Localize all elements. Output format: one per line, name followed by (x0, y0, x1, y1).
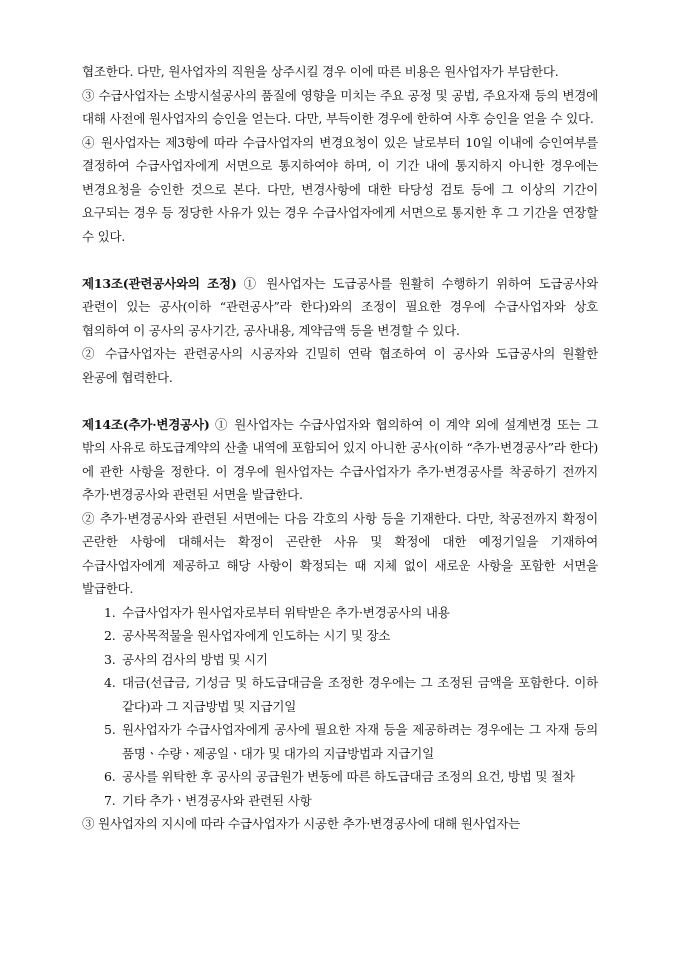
list-item (82, 624, 598, 648)
article-14-paragraph-3: ③ 원사업자의 지시에 따라 수급사업자가 시공한 추가·변경공사에 대해 원사업자는 (82, 816, 521, 831)
paragraph-continued: 협조한다. 다만, 원사업자의 직원을 상주시킬 경우 이에 따른 비용은 원사업자가 부담한다. (82, 64, 559, 79)
list-item-number: 5. (104, 722, 116, 737)
list-item-number: 4. (104, 675, 116, 690)
article-13-title: 제13조(관련공사와의 조정) (82, 275, 237, 291)
section-gap (82, 389, 598, 413)
list-item-text: 공사의 검사의 방법 및 시기 (122, 651, 268, 667)
list-item (82, 765, 598, 789)
article-13-paragraph-1-text: ① 원사업자는 도급공사를 원활히 수행하기 위하여 도급공사와 관련이 있는 공사(이하 “관련공사”라 한다)와의 조정이 필요한 경우에 수급사업자와 상호 협의하여 이 공사의 공사기간, 공사내용, 계약금액 등을 변경할 수 있다. (82, 275, 598, 338)
list-item-text: 수급사업자가 원사업자로부터 위탁받은 추가·변경공사의 내용 (122, 604, 450, 620)
article-13-paragraph-2: ② 수급사업자는 관련공사의 시공자와 긴밀히 연락 협조하여 이 공사와 도급공사의 원활한 완공에 협력한다. (82, 346, 598, 385)
list-item-text: 공사목적물을 원사업자에게 인도하는 시기 및 장소 (122, 628, 391, 643)
list-item-number: 7. (104, 792, 116, 808)
paragraph-item-3: ③ 수급사업자는 소방시설공사의 품질에 영향을 미치는 주요 공정 및 공법, 주요자재 등의 변경에 대해 사전에 원사업자의 승인을 얻는다. 다만, 부득이한 경우에 한하여 사후 승인을 얻을 수 있다. (82, 87, 598, 126)
article-14-paragraph-2: ② 추가·변경공사와 관련된 서면에는 다음 각호의 사항 등을 기재한다. 다만, 착공전까지 확정이 곤란한 사항에 대해서는 확정이 곤란한 사유 및 확정에 대한 예정기일을 기재하여 수급사업자에게 제공하고 해당 사항이 확정되는 때 지체 없이 새로운 사항을 포함한 서면을 발급한다. (82, 510, 598, 596)
list-item-text: 기타 추가ㆍ변경공사와 관련된 사항 (122, 792, 312, 808)
list-item-text: 공사를 위탁한 후 공사의 공급원가 변동에 따른 하도급대금 조정의 요건, 방법 및 절차 (122, 769, 575, 784)
list-item (82, 718, 598, 765)
list-item-text: 원사업자가 수급사업자에게 공사에 필요한 자재 등을 제공하려는 경우에는 그 자재 등의 품명ㆍ수량ㆍ제공일ㆍ대가 및 대가의 지급방법과 지급기일 (122, 722, 598, 761)
list-item-text: 대금(선급금, 기성금 및 하도급대금을 조정한 경우에는 그 조정된 금액을 포함한다. 이하 같다)과 그 지급방법 및 지급기일 (122, 675, 598, 714)
list-item (82, 789, 598, 813)
article-14-item-list (82, 601, 598, 813)
list-item-number: 1. (104, 604, 116, 620)
list-item-number: 2. (104, 628, 116, 643)
article-14-paragraph-1-text: ① 원사업자는 수급사업자와 협의하여 이 계약 외에 설계변경 또는 그 밖의 사유로 하도급계약의 산출 내역에 포함되어 있지 아니한 공사(이하 “추가·변경공사”라 한다)에 관한 사항을 정한다. 이 경우에 원사업자는 수급사업자가 추가·변경공사를 착공하기 전까지 추가·변경공사와 관련된 서면을 발급한다. (82, 416, 598, 502)
article-13-paragraph-1 (82, 272, 598, 343)
list-item-number: 6. (104, 769, 116, 784)
list-item (82, 601, 598, 625)
list-item (82, 648, 598, 672)
paragraph-item-4: ④ 원사업자는 제3항에 따라 수급사업자의 변경요청이 있은 날로부터 10일 이내에 승인여부를 결정하여 수급사업자에게 서면으로 통지하여야 하며, 이 기간 내에 통지하지 아니한 경우에는 변경요청을 승인한 것으로 본다. 다만, 변경사항에 대한 타당성 검토 등에 그 이상의 기간이 요구되는 경우 등 정당한 사유가 있는 경우 수급사업자에게 서면으로 통지한 후 그 기간을 연장할 수 있다. (82, 134, 598, 244)
document-body (82, 60, 598, 836)
section-gap (82, 248, 598, 272)
list-item (82, 671, 598, 718)
article-14-title: 제14조(추가·변경공사) (82, 416, 210, 432)
article-14-paragraph-1 (82, 413, 598, 507)
list-item-number: 3. (104, 651, 116, 667)
